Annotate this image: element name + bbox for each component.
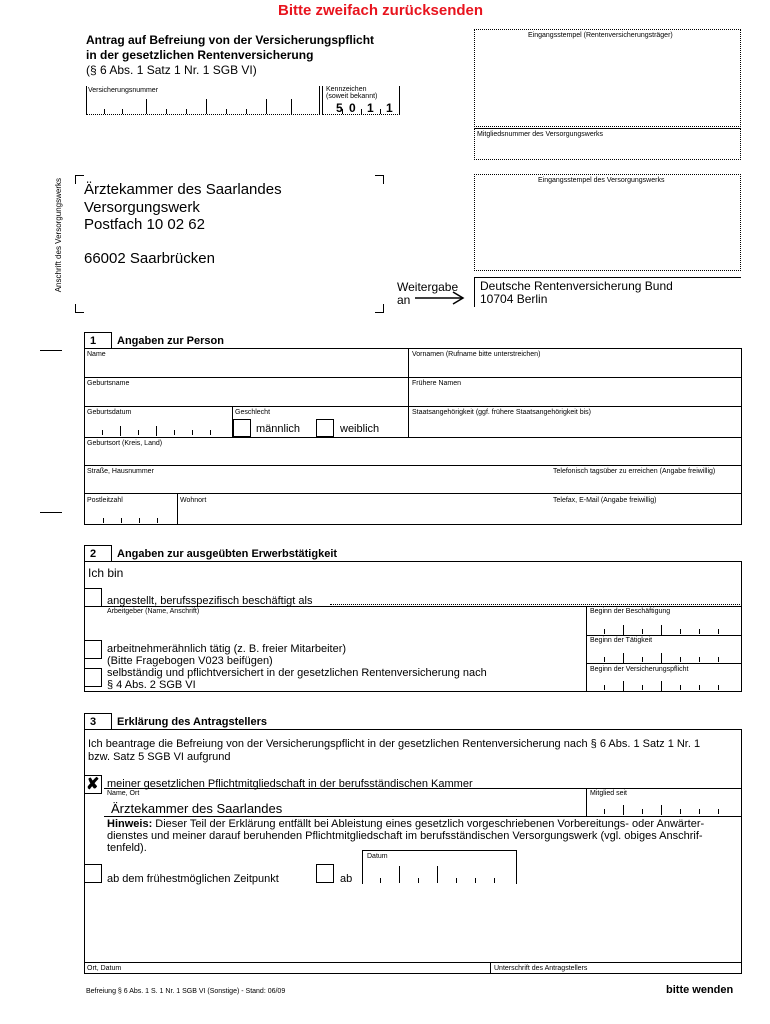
section-2-number: 2	[90, 548, 97, 560]
hinweis-line-3: tenfeld).	[107, 842, 147, 854]
section-3-text-2: bzw. Satz 5 SGB VI aufgrund	[88, 751, 231, 763]
kennzeichen-label-2: (soweit bekannt)	[326, 93, 378, 100]
section-3-number-box	[84, 713, 112, 730]
arrow-right-icon	[415, 291, 467, 305]
geburtsname-field[interactable]	[85, 388, 407, 405]
arbeitgeber-field[interactable]	[104, 616, 584, 636]
ort-datum-field[interactable]	[85, 930, 489, 961]
selbstaendig-label-2: § 4 Abs. 2 SGB VI	[107, 679, 196, 691]
corner-mark-bottom-left	[75, 304, 84, 313]
wohnort-telefax-field[interactable]	[178, 505, 740, 524]
fruehest-checkbox[interactable]	[84, 864, 102, 883]
telefon-label: Telefonisch tagsüber zu erreichen (Angabe freiwillig)	[553, 468, 716, 475]
corner-mark-top-left	[75, 175, 84, 184]
selbstaendig-label-1: selbständig und pflichtversichert in der gesetzlichen Rentenversicherung nach	[107, 667, 487, 679]
hinweis-line-1	[107, 818, 704, 830]
arbeitnehmeraehnlich-checkbox[interactable]	[84, 640, 102, 659]
section-1-title: Angaben zur Person	[117, 335, 224, 347]
beginn-beschaeftigung-label: Beginn der Beschäftigung	[590, 608, 671, 615]
selbstaendig-checkbox[interactable]	[84, 668, 102, 687]
form-title-line-1: Antrag auf Befreiung von der Versicherungspflicht	[86, 33, 375, 47]
check-mark-icon: ✘	[86, 776, 100, 793]
ich-bin-label: Ich bin	[88, 566, 124, 580]
address-line-3: Postfach 10 02 62	[84, 216, 205, 233]
section-3-title: Erklärung des Antragstellers	[117, 716, 267, 728]
kennzeichen-label-1: Kennzeichen	[326, 86, 367, 93]
geburtsdatum-field[interactable]	[85, 417, 231, 436]
wohnort-label: Wohnort	[180, 497, 207, 504]
geburtsname-label: Geburtsname	[87, 380, 130, 387]
arbeitgeber-label: Arbeitgeber (Name, Anschrift)	[107, 608, 200, 615]
form-title-line-2: in der gesetzlichen Rentenversicherung	[86, 48, 314, 62]
staatsangehoerigkeit-label: Staatsangehörigkeit (ggf. frühere Staatsangehörigkeit bis)	[412, 409, 591, 416]
section-2-title: Angaben zur ausgeübten Erwerbstätigkeit	[117, 548, 338, 560]
angestellt-label: angestellt, berufsspezifisch beschäftigt als	[107, 595, 313, 607]
bitte-wenden-label: bitte wenden	[666, 984, 734, 996]
address-line-1: Ärztekammer des Saarlandes	[84, 181, 282, 198]
arbeitnehmeraehnlich-label-1: arbeitnehmerähnlich tätig (z. B. freier Mitarbeiter)	[107, 643, 347, 655]
stamp-vw-label: Eingangsstempel des Versorgungswerks	[538, 177, 665, 184]
corner-mark-bottom-right	[375, 304, 384, 313]
weitergabe-label-2: an	[397, 293, 411, 307]
beginn-versicherungspflicht-label: Beginn der Versicherungspflicht	[590, 666, 689, 673]
beschaeftigt-als-line[interactable]	[330, 604, 740, 605]
mitgliedsnummer-label: Mitgliedsnummer des Versorgungswerks	[477, 131, 604, 138]
geburtsort-field[interactable]	[85, 448, 740, 464]
ort-datum-label: Ort, Datum	[87, 965, 122, 972]
hinweis-text-1: Dieser Teil der Erklärung entfällt bei Ableistung eines gesetzlich vorgeschriebenen Vorbereitungs- oder Anwärter-	[152, 818, 705, 830]
vornamen-field[interactable]	[410, 358, 740, 376]
pflichtmitglied-label: meiner gesetzlichen Pflichtmitgliedschaft in der berufsständischen Kammer	[107, 778, 473, 790]
strasse-telefon-field[interactable]	[85, 476, 740, 492]
beginn-versicherungspflicht-field[interactable]	[587, 674, 741, 691]
form-title-line-3: (§ 6 Abs. 1 Satz 1 Nr. 1 SGB VI)	[86, 63, 257, 77]
telefax-label: Telefax, E-Mail (Angabe freiwillig)	[553, 497, 657, 504]
address-line-4: 66002 Saarbrücken	[84, 250, 215, 267]
maennlich-checkbox[interactable]	[233, 419, 251, 437]
fold-mark-1	[40, 350, 62, 351]
name-ort-label: Name, Ort	[107, 790, 140, 797]
geburtsort-label: Geburtsort (Kreis, Land)	[87, 440, 163, 447]
mitglied-seit-label: Mitglied seit	[590, 790, 627, 797]
mitglied-seit-field[interactable]	[587, 799, 741, 815]
hinweis-line-2: dienstes und meiner darauf beruhenden Pflichtmitgliedschaft im berufsständischen Versorgungswerk (vgl. obiges Anschrif-	[107, 830, 703, 842]
stamp-box-versorgungswerk	[474, 174, 741, 271]
fruehere-namen-field[interactable]	[410, 388, 740, 405]
plz-label: Postleitzahl	[87, 497, 123, 504]
unterschrift-label: Unterschrift des Antragstellers	[494, 965, 588, 972]
weitergabe-label-1: Weitergabe	[397, 280, 459, 294]
weiblich-label: weiblich	[340, 423, 380, 435]
address-line-2: Versorgungswerk	[84, 199, 200, 216]
geburtsdatum-label: Geburtsdatum	[87, 409, 132, 416]
vornamen-label: Vornamen (Rufname bitte unterstreichen)	[412, 351, 541, 358]
unterschrift-field[interactable]	[492, 930, 740, 961]
form-id-footer: Befreiung § 6 Abs. 1 S. 1 Nr. 1 SGB VI (Sonstige) - Stand: 06/09	[86, 988, 286, 995]
beginn-taetigkeit-field[interactable]	[587, 646, 741, 663]
section-1-number: 1	[90, 335, 97, 347]
name-field[interactable]	[85, 358, 407, 376]
kennzeichen-digit-1: 5	[336, 101, 343, 115]
section-3-text-1: Ich beantrage die Befreiung von der Versicherungspflicht in der gesetzlichen Rentenversicherung nach § 6 Abs. 1 Satz 1 Nr. 1	[88, 738, 701, 750]
maennlich-label: männlich	[256, 423, 301, 435]
ab-datum-checkbox[interactable]	[316, 864, 334, 883]
ab-label: ab	[340, 873, 353, 885]
corner-mark-top-right	[375, 175, 384, 184]
plz-field[interactable]	[85, 505, 176, 524]
kammer-name-value[interactable]: Ärztekammer des Saarlandes	[111, 801, 283, 816]
stamp-box-rentenversicherung	[474, 29, 741, 127]
section-2-number-box	[84, 545, 112, 562]
arbeitnehmeraehnlich-label-2: (Bitte Fragebogen V023 beifügen)	[107, 655, 273, 667]
versicherungsnummer-label: Versicherungsnummer	[88, 87, 159, 94]
geschlecht-label: Geschlecht	[235, 409, 271, 416]
weiblich-checkbox[interactable]	[316, 419, 334, 437]
versicherungsnummer-field[interactable]	[86, 86, 320, 115]
strasse-label: Straße, Hausnummer	[87, 468, 154, 475]
return-instruction-title: Bitte zweifach zurücksenden	[278, 2, 484, 19]
angestellt-checkbox[interactable]	[84, 588, 102, 607]
hinweis-bold: Hinweis:	[107, 818, 153, 830]
fruehest-label: ab dem frühestmöglichen Zeitpunkt	[107, 873, 279, 885]
recipient-line-1: Deutsche Rentenversicherung Bund	[480, 279, 673, 293]
section-3-number: 3	[90, 716, 97, 728]
stamp-rv-label: Eingangsstempel (Rentenversicherungsträger)	[528, 32, 673, 39]
beginn-taetigkeit-label: Beginn der Tätigkeit	[590, 637, 653, 644]
staatsangehoerigkeit-field[interactable]	[410, 418, 740, 436]
section-1-number-box	[84, 332, 112, 349]
fold-mark-2	[40, 512, 62, 513]
kennzeichen-digit-3: 1	[367, 101, 374, 115]
kennzeichen-digit-2: 0	[349, 101, 356, 115]
recipient-line-2: 10704 Berlin	[480, 292, 548, 306]
kennzeichen-digit-4: 1	[386, 101, 393, 115]
fruehere-namen-label: Frühere Namen	[412, 380, 462, 387]
beginn-beschaeftigung-field[interactable]	[587, 617, 741, 635]
datum-label: Datum	[367, 853, 388, 860]
address-side-label: Anschrift des Versorgungswerks	[54, 178, 63, 293]
name-label: Name	[87, 351, 106, 358]
ab-datum-field[interactable]	[362, 850, 517, 884]
